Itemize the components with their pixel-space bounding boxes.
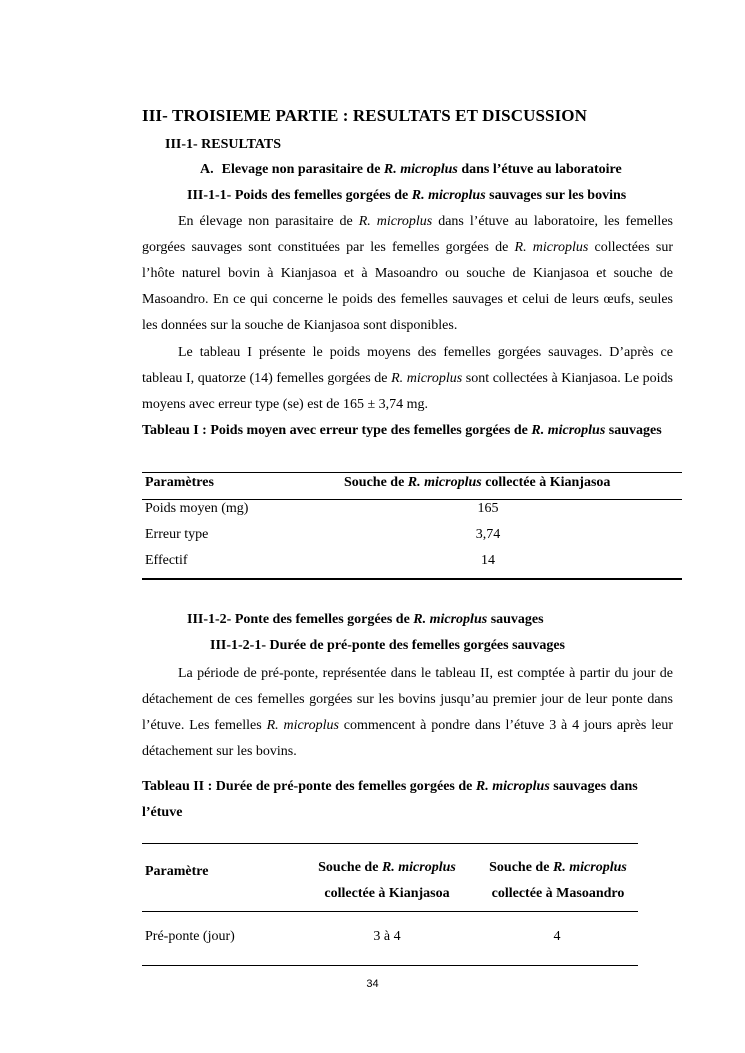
heading-text: III-1-1- Poids des femelles gorgées de [187,188,412,203]
species-name: R. microplus [413,612,488,627]
table-row-label: Poids moyen (mg) [145,501,249,516]
table-rule-bottom [142,578,682,580]
text-span: La période de pré-ponte, représentée dans le tableau II, est comptée à partir du jour de détachement de ces femelles gorgées sur les bovins jusqu’au premier jour de leur ponte dans l’étuve. Les femelles [142,666,673,733]
table-row-label: Erreur type [145,527,209,542]
species-name: R. microplus [391,371,463,386]
text-span: En élevage non parasitaire de [178,214,359,229]
table-row-value-kianjasoa: 3 à 4 [373,929,401,944]
paragraph-3 [142,661,673,765]
species-name: R. microplus [552,860,627,875]
table-rule-bottom [142,965,638,966]
column-header-parametre: Paramètre [145,864,209,879]
header-text: Souche de [318,860,382,875]
caption-text-end: sauvages [605,423,662,438]
text-span: sont collectées à Kianjasoa. Le poids moyens avec erreur type (se) est de 165 ± 3,74 mg. [142,371,673,412]
text-span: dans l’étuve au laboratoire, les femelles gorgées sauvages sont constituées par les femelles gorgées de [142,214,673,255]
table-rule-top [142,472,682,473]
table-2-caption [142,774,673,826]
species-name: R. microplus [407,475,482,490]
species-name: R. microplus [358,214,433,229]
header-text-end: collectée à Kianjasoa [481,475,611,490]
paragraph-1 [142,209,673,339]
heading-text: III-1-2- Ponte des femelles gorgées de [187,612,414,627]
table-row-value: 165 [477,501,499,516]
part-a-heading [200,162,622,178]
header-text: Souche de [489,860,553,875]
column-header-parametres: Paramètres [145,475,214,490]
page-number: 34 [366,978,379,990]
table-rule-header [142,499,682,500]
species-name: R. microplus [381,860,456,875]
species-name: R. microplus [383,162,458,177]
table-row-value-masoandro: 4 [553,929,561,944]
text-span: commencent à pondre dans l’étuve 3 à 4 jours après leur détachement sur les bovins. [142,718,673,759]
table-row-label: Effectif [145,553,188,568]
species-name: R. microplus [531,423,606,438]
paragraph-2 [142,340,673,418]
table-rule-top [142,843,638,844]
heading-iii-1-2-1: III-1-2-1- Durée de pré-ponte des femelles gorgées sauvages [210,638,565,653]
column-header-kianjasoa [302,855,472,907]
heading-iii-1-2 [187,612,544,628]
heading-text-end: sauvages sur les bovins [485,188,627,203]
heading-text-end: sauvages [487,612,544,627]
part-a-text: Elevage non parasitaire de [221,162,384,177]
species-name: R. microplus [514,240,589,255]
caption-text: Tableau II : Durée de pré-ponte des femelles gorgées de [142,779,476,794]
page-title: III- TROISIEME PARTIE : RESULTATS ET DISCUSSION [142,106,587,125]
heading-iii-1-1 [187,188,626,204]
column-header-souche [344,475,610,491]
table-row-label: Pré-ponte (jour) [145,929,235,944]
part-a-letter: A. [200,162,214,177]
caption-text-end: sauvages dans l’étuve [142,779,638,820]
species-name: R. microplus [266,718,339,733]
table-row-value: 14 [481,553,495,568]
table-row-value: 3,74 [475,527,501,542]
text-span: Le tableau I présente le poids moyens des femelles gorgées sauvages. D’après ce tableau I, quatorze (14) femelles gorgées de [142,345,673,386]
header-text-end: collectée à Masoandro [491,886,625,901]
caption-text: Tableau I : Poids moyen avec erreur type des femelles gorgées de [142,423,532,438]
table-1-caption [142,418,673,444]
subsection-heading: III-1- RESULTATS [165,137,282,152]
part-a-text-end: dans l’étuve au laboratoire [457,162,622,177]
species-name: R. microplus [475,779,550,794]
column-header-masoandro [472,855,644,907]
text-span: collectées sur l’hôte naturel bovin à Kianjasoa et à Masoandro ou souche de Kianjasoa et souche de Masoandro. En ce qui concerne le poids des femelles sauvages et celui de leurs œufs, seules les données sur la souche de Kianjasoa sont disponibles. [142,240,673,333]
header-text: Souche de [344,475,408,490]
header-text-end: collectée à Kianjasoa [324,886,450,901]
table-rule-header [142,911,638,912]
species-name: R. microplus [411,188,486,203]
